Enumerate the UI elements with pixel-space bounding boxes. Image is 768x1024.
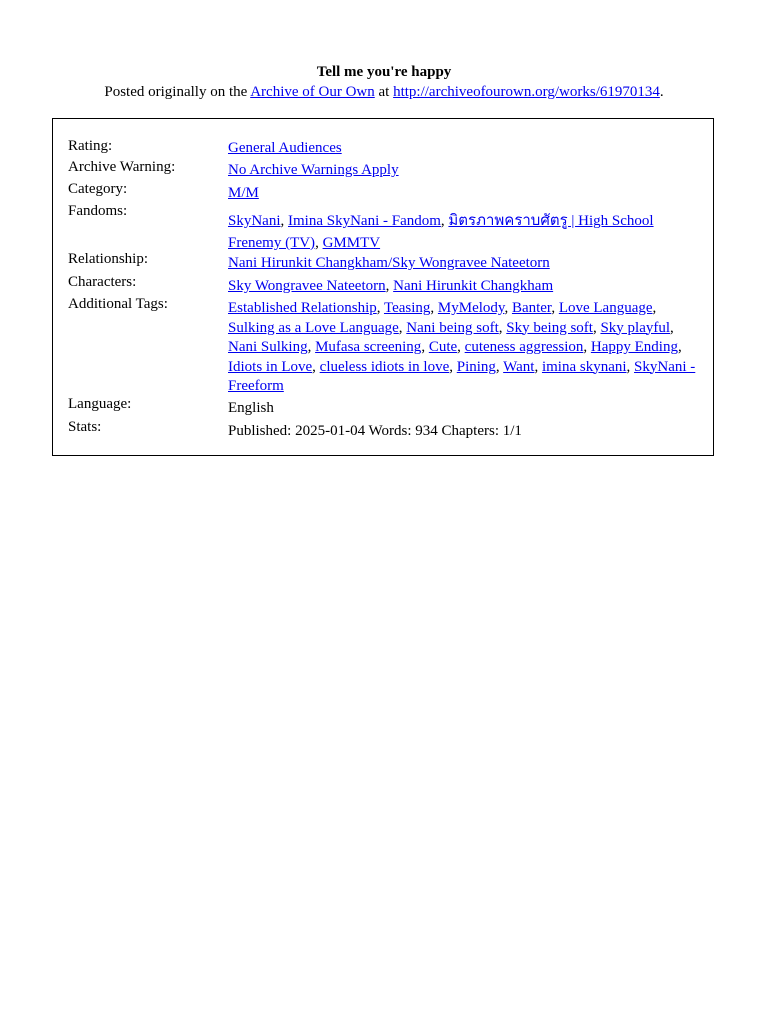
list-separator: , (583, 339, 591, 355)
list-separator: , (652, 300, 657, 316)
fandom-link[interactable]: GMMTV (322, 235, 381, 251)
tag-link[interactable]: Pining (456, 358, 496, 375)
tag-link[interactable]: Banter (511, 300, 552, 316)
tag-link[interactable]: Happy Ending (590, 339, 678, 355)
list-separator: , (385, 278, 394, 294)
tag-link[interactable]: cuteness aggression (464, 339, 584, 355)
category-label: Category: (68, 181, 128, 197)
relationship-link[interactable]: Nani Hirunkit Changkham/Sky Wongravee Nateetorn (228, 255, 550, 271)
tags-value (228, 299, 703, 397)
warning-label: Archive Warning: (68, 159, 176, 175)
tag-link[interactable]: Sky playful (600, 319, 671, 336)
tag-link[interactable]: SkyNani - Freeform (228, 358, 696, 394)
tag-link[interactable]: Sulking as a Love Language (228, 319, 399, 336)
category-link[interactable]: M/M (228, 185, 259, 201)
list-separator: , (315, 235, 323, 251)
list-separator: , (307, 339, 316, 355)
rating-link[interactable]: General Audiences (228, 140, 342, 156)
character-link[interactable]: Sky Wongravee Nateetorn (228, 278, 386, 294)
list-separator: , (457, 339, 465, 355)
character-link[interactable]: Nani Hirunkit Changkham (393, 278, 554, 294)
tag-link[interactable]: Teasing (383, 300, 431, 316)
stats-value: Published: 2025-01-04 Words: 934 Chapters: 1/1 (228, 423, 522, 439)
archive-link[interactable]: Archive of Our Own (250, 84, 375, 100)
characters-label: Characters: (68, 274, 137, 290)
fandom-link[interactable]: Imina SkyNani - Fandom (288, 213, 441, 229)
list-separator: , (534, 358, 542, 375)
posted-prefix: Posted originally on the (104, 84, 251, 100)
work-url-link[interactable]: http://archiveofourown.org/works/61970134 (393, 84, 660, 100)
list-separator: , (498, 319, 507, 336)
stats-label: Stats: (68, 419, 102, 435)
tag-link[interactable]: MyMelody (437, 300, 505, 316)
list-separator: , (398, 319, 407, 336)
warning-link[interactable]: No Archive Warnings Apply (228, 162, 399, 178)
warning-value (228, 161, 703, 181)
list-separator: , (592, 319, 601, 336)
tag-link[interactable]: Love Language (558, 300, 653, 316)
tag-link[interactable]: Cute (428, 339, 458, 355)
tag-link[interactable]: Nani Sulking (228, 339, 308, 355)
language-label: Language: (68, 396, 132, 412)
work-metadata-box (52, 118, 714, 456)
tag-link[interactable]: imina skynani (541, 358, 627, 375)
tag-link[interactable]: Mufasa screening (315, 339, 422, 355)
list-separator: , (312, 358, 320, 375)
list-separator: , (376, 300, 384, 316)
fandoms-label: Fandoms: (68, 203, 128, 219)
rating-label: Rating: (68, 138, 113, 154)
relationship-label: Relationship: (68, 251, 148, 267)
characters-value (228, 277, 703, 297)
list-separator: , (677, 339, 682, 355)
rating-value (228, 139, 703, 159)
work-header (0, 62, 768, 102)
fandom-link[interactable]: SkyNani (228, 213, 281, 229)
tag-link[interactable]: Idiots in Love (228, 358, 313, 375)
tag-link[interactable]: Established Relationship (228, 300, 377, 316)
tag-link[interactable]: Nani being soft (406, 319, 499, 336)
list-separator: , (626, 358, 635, 375)
tag-link[interactable]: clueless idiots in love (319, 358, 450, 375)
posted-period: . (659, 84, 664, 100)
list-separator: , (495, 358, 504, 375)
posted-at: at (374, 84, 394, 100)
list-separator: , (670, 319, 674, 336)
tags-label: Additional Tags: (68, 296, 168, 312)
fandom-link[interactable]: มิตรภาพคราบศัตรู | High School Frenemy (TV) (228, 213, 654, 251)
relationship-value (228, 254, 703, 274)
list-separator: , (421, 339, 429, 355)
tag-link[interactable]: Sky being soft (506, 319, 593, 336)
list-separator: , (504, 300, 512, 316)
category-value (228, 184, 703, 204)
list-separator: , (449, 358, 457, 375)
list-separator: , (551, 300, 559, 316)
list-separator: , (440, 213, 449, 229)
fandoms-value (228, 210, 703, 254)
tag-link[interactable]: Want (503, 358, 535, 375)
posted-line (0, 82, 768, 102)
list-separator: , (430, 300, 438, 316)
list-separator: , (280, 213, 288, 229)
language-value: English (228, 400, 274, 416)
work-title: Tell me you're happy (316, 64, 452, 80)
